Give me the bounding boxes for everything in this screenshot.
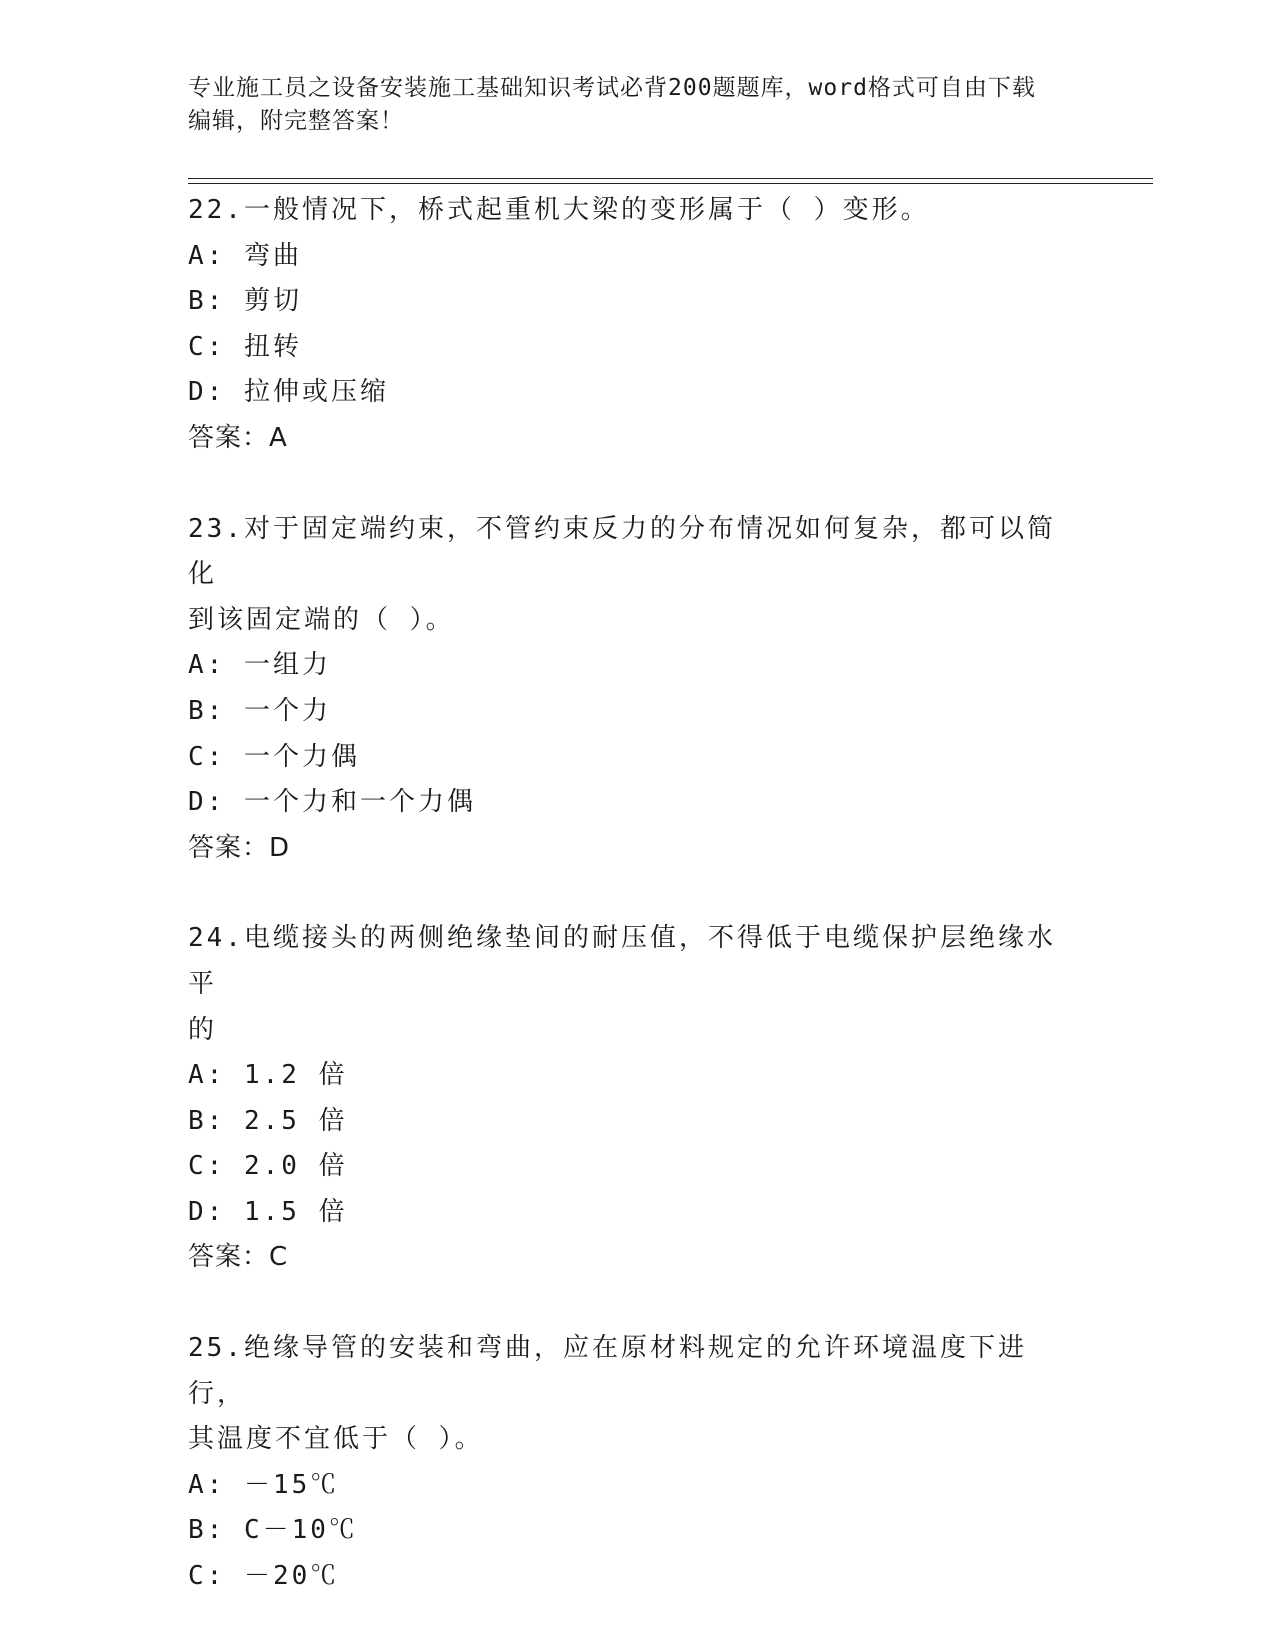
document-header — [188, 72, 1088, 138]
option-c: C: 扭转 — [188, 331, 302, 362]
option-b: B: 2.5 倍 — [188, 1105, 348, 1136]
option-d: D: 1.5 倍 — [188, 1196, 348, 1227]
answer-line: 答案：C — [188, 1242, 289, 1273]
answer-line: 答案：A — [188, 422, 288, 453]
question-stem: 23.对于固定端约束，不管约束反力的分布情况如何复杂，都可以简化 — [188, 513, 1056, 590]
option-a: A: 弯曲 — [188, 240, 302, 271]
question-25 — [188, 1326, 1078, 1600]
question-stem-continued: 的 — [188, 1014, 218, 1045]
header-divider-top — [188, 178, 1153, 179]
question-stem: 24.电缆接头的两侧绝缘垫间的耐压值，不得低于电缆保护层绝缘水平 — [188, 923, 1056, 999]
option-c: C: －20℃ — [188, 1561, 340, 1592]
option-a: A: －15℃ — [188, 1469, 340, 1500]
option-c: C: 2.0 倍 — [188, 1151, 348, 1182]
option-c: C: 一个力偶 — [188, 741, 360, 772]
question-stem: 22.一般情况下，桥式起重机大梁的变形属于（ ）变形。 — [188, 195, 930, 225]
question-list — [188, 188, 1078, 1645]
question-23 — [188, 507, 1078, 872]
header-line-1: 专业施工员之设备安装施工基础知识考试必背200题题库，word格式可自由下载 — [188, 75, 1036, 101]
question-stem-continued: 其温度不宜低于（ ）。 — [188, 1424, 484, 1455]
header-divider-bottom — [188, 183, 1153, 184]
option-d: D: 拉伸或压缩 — [188, 377, 389, 408]
option-b: B: 剪切 — [188, 286, 302, 317]
question-stem: 25.绝缘导管的安装和弯曲，应在原材料规定的允许环境温度下进行， — [188, 1333, 1027, 1409]
question-24 — [188, 916, 1078, 1281]
answer-line: 答案：D — [188, 832, 291, 863]
question-stem-continued: 到该固定端的（ ）。 — [188, 604, 455, 635]
header-line-2: 编辑，附完整答案！ — [188, 108, 404, 134]
option-b: B: C－10℃ — [188, 1515, 358, 1546]
option-a: A: 1.2 倍 — [188, 1060, 348, 1091]
option-b: B: 一个力 — [188, 695, 331, 726]
option-d: D: 一个力和一个力偶 — [188, 787, 476, 818]
question-22 — [188, 188, 1078, 462]
option-a: A: 一组力 — [188, 650, 331, 681]
